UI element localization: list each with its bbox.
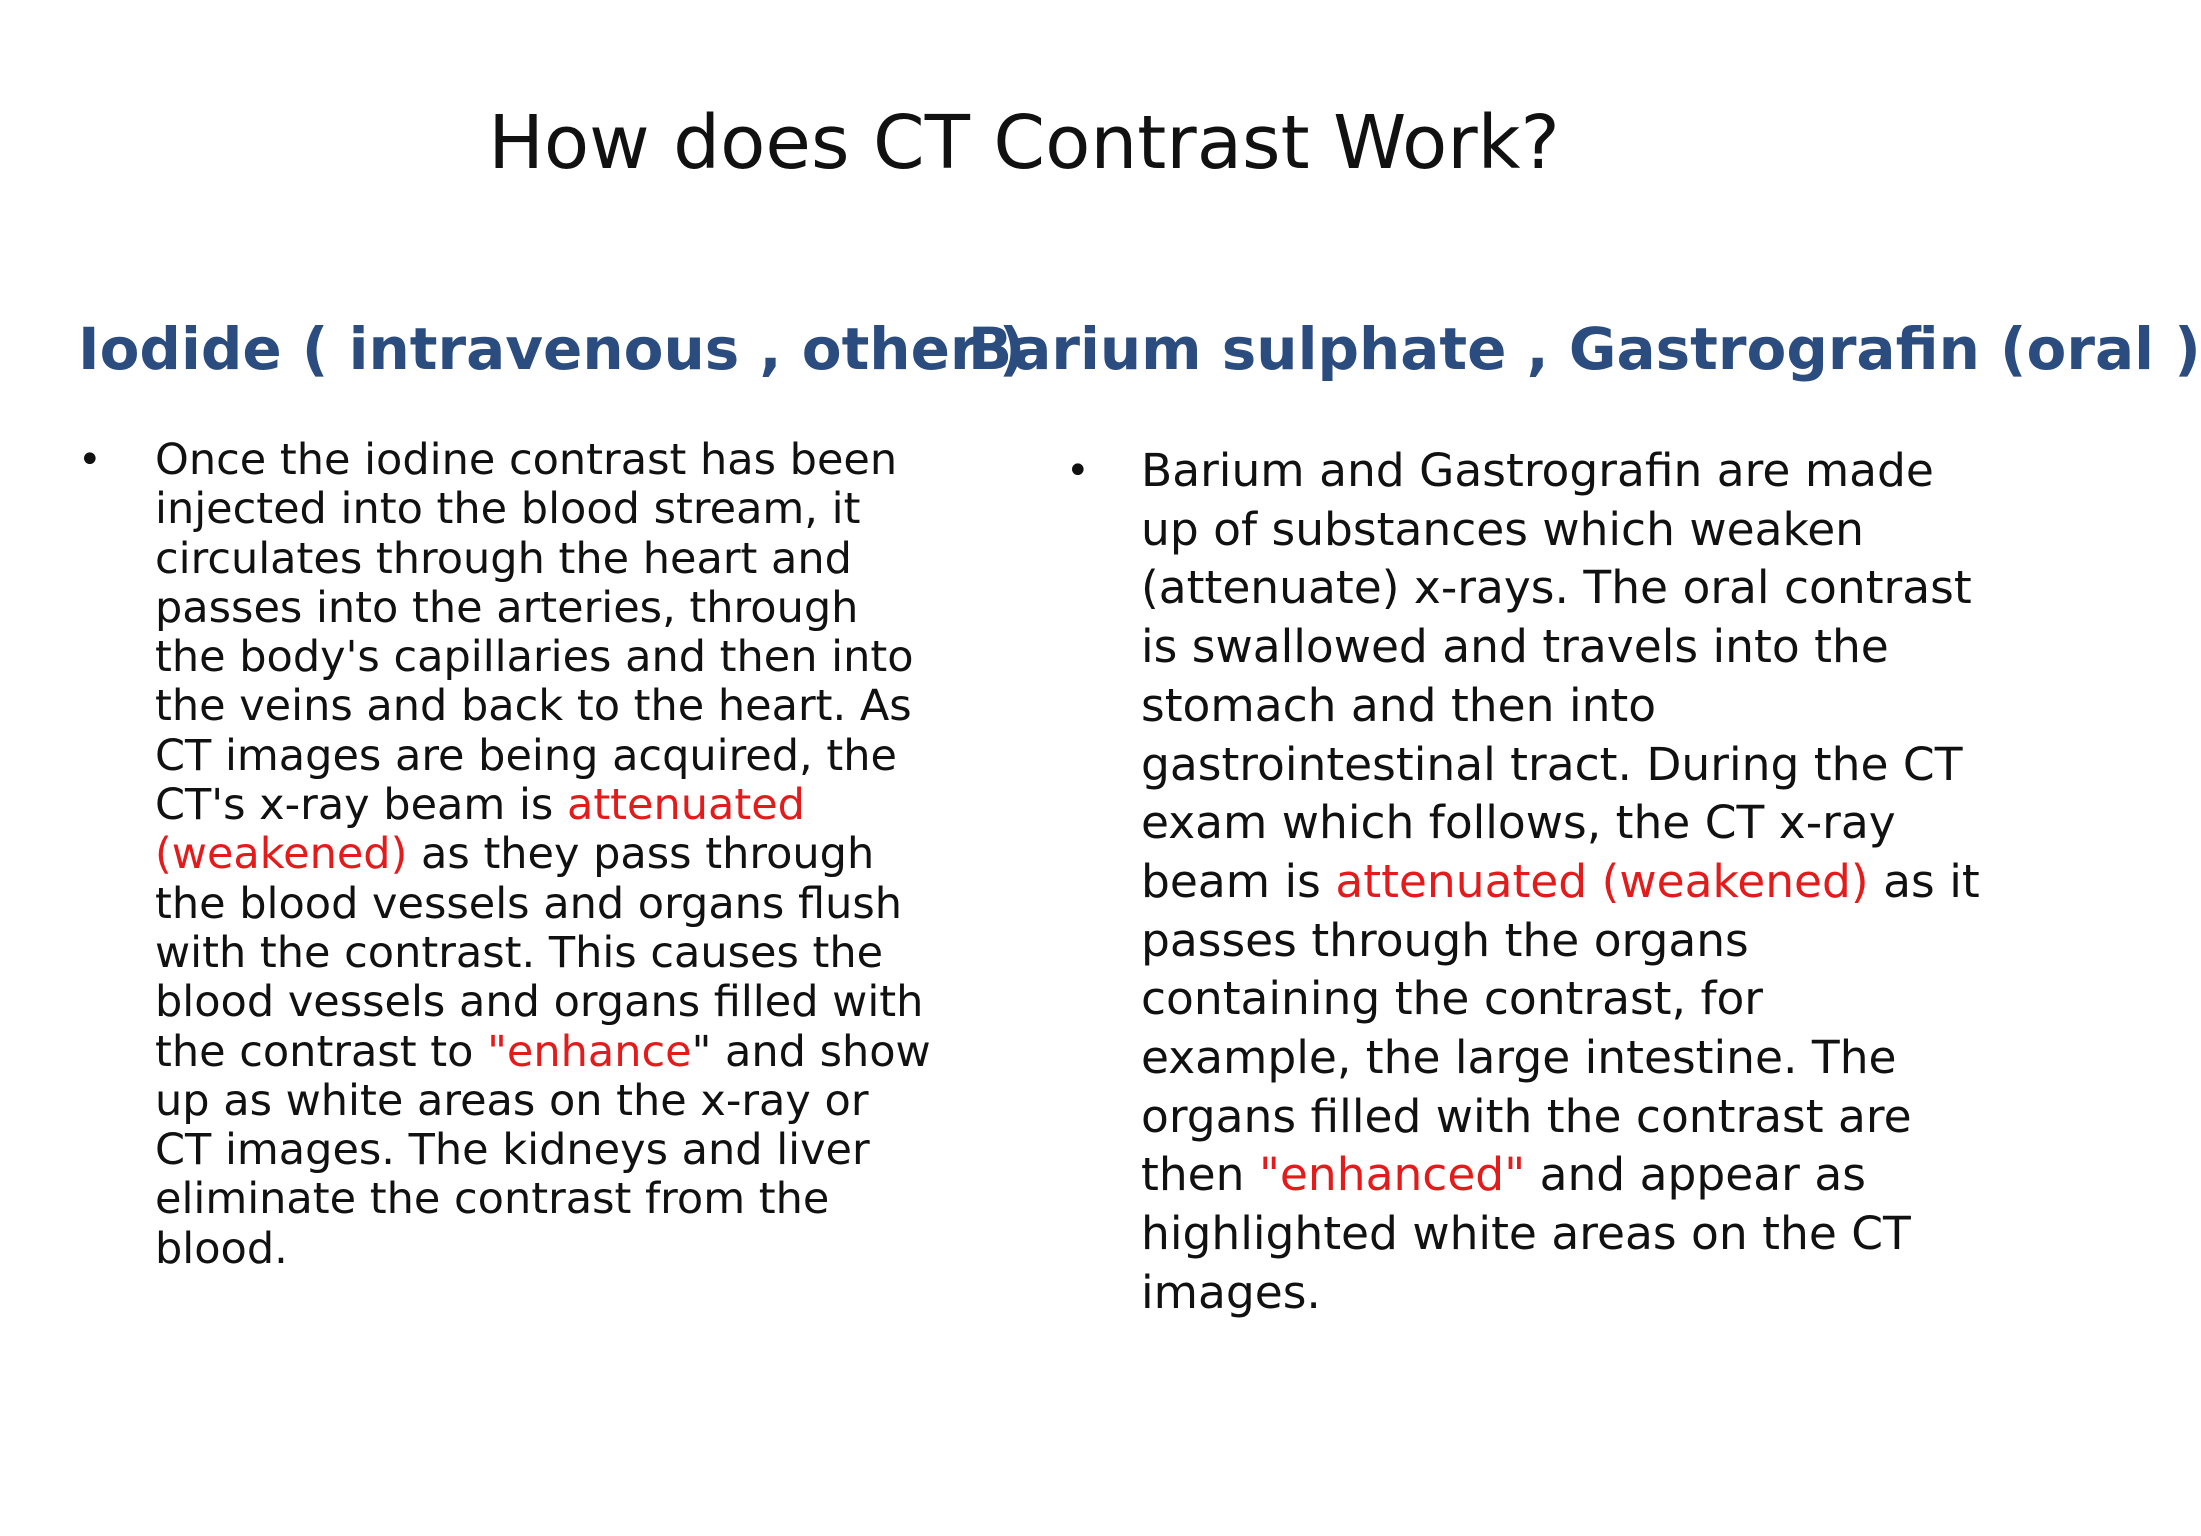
slide-title: How does CT Contrast Work? [488,100,1560,186]
body-text: and appear as highlighted white areas on the CT images. [1141,1148,1911,1319]
right-column-heading: Barium sulphate , Gastrografin (oral ) [968,315,2201,383]
body-text: " and show up as white areas on the x-ray or CT images. The kidneys and liver eliminate the contrast from the blood. [155,1026,931,1274]
highlight-attenuated: attenuated (weakened) [155,780,805,880]
body-text: as they pass through the blood vessels and organs flush with the contrast. This causes the blood vessels and organs filled with the contrast to [155,829,924,1077]
bullet-icon: • [1066,448,1090,494]
highlight-enhanced: "enhanced" [1258,1148,1526,1202]
left-bullet-text [155,436,938,1274]
left-column-heading: Iodide ( intravenous , other ) [78,315,1026,383]
body-text: as it passes through the organs containing the contrast, for example, the large intestine. The organs filled with the contrast are then [1141,854,1980,1202]
highlight-enhance: "enhance [487,1026,692,1077]
body-text: Once the iodine contrast has been injected into the blood stream, it circulates through the heart and passes into the arteries, through the body's capillaries and then into the veins and back to the heart. As CT images are being acquired, the CT's x-ray beam is [155,435,914,831]
highlight-attenuated: attenuated (weakened) [1335,854,1869,908]
body-text: Barium and Gastrografin are made up of substances which weaken (attenuate) x-rays. The oral contrast is swallowed and travels into the stomach and then into gastrointestinal tract. During the CT exam which follows, the CT x-ray beam is [1141,444,1972,908]
bullet-icon: • [78,437,102,483]
right-bullet-text [1141,442,1986,1323]
right-bullet-item [1066,442,1986,1323]
left-bullet-item [78,436,938,1274]
